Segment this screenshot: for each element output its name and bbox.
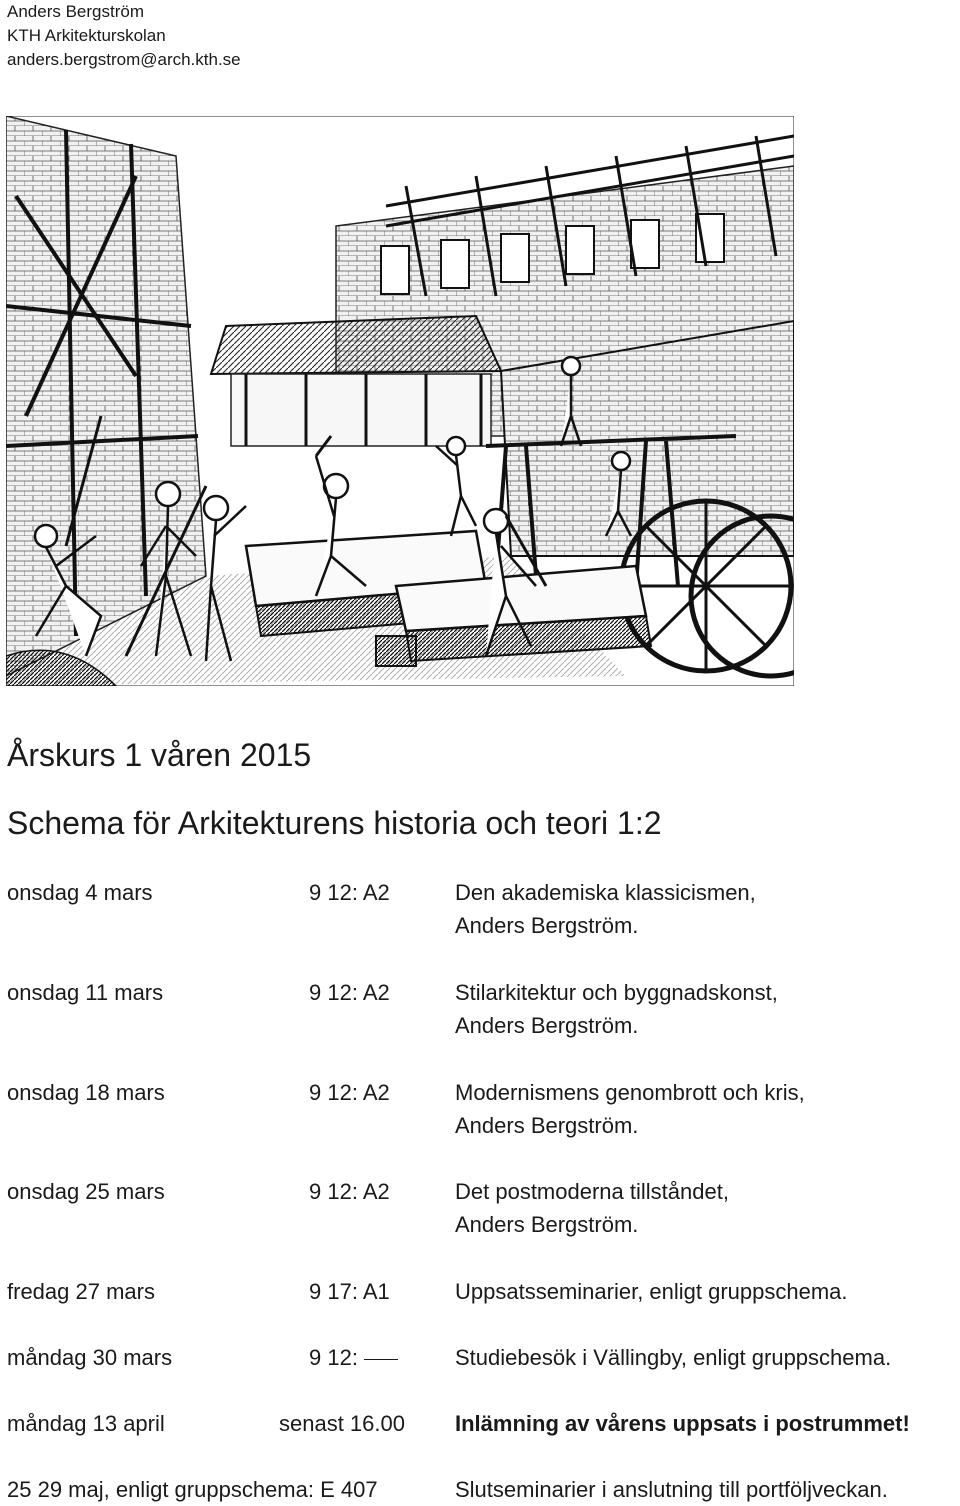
schedule-description: Den akademiska klassicismen, [455, 880, 756, 905]
author-block [7, 0, 241, 72]
course-heading: Årskurs 1 våren 2015 [7, 737, 312, 773]
author-name: Anders Bergström [7, 2, 144, 21]
schedule-description: Uppsatsseminarier, enligt gruppschema. [455, 1279, 848, 1304]
schedule-time-wrap [309, 1341, 398, 1374]
schedule-date: fredag 27 mars [7, 1279, 155, 1304]
school-name: KTH Arkitekturskolan [7, 26, 166, 45]
schedule-description: Studiebesök i Vällingby, enligt gruppschema. [455, 1345, 892, 1370]
blank-room-line [364, 1359, 398, 1360]
schedule-date: 25 29 maj, enligt gruppschema: E 407 [7, 1477, 378, 1502]
schedule-time: 9 17: A1 [309, 1279, 390, 1304]
schedule-time: 9 12: [309, 1345, 358, 1370]
schedule-description: Inlämning av vårens uppsats i postrummet! [455, 1411, 910, 1436]
schedule-date: måndag 13 april [7, 1411, 165, 1436]
schedule-date: onsdag 18 mars [7, 1080, 165, 1105]
schedule-description: Stilarkitektur och byggnadskonst, [455, 980, 778, 1005]
schedule-date: onsdag 11 mars [7, 980, 164, 1005]
schedule-presenter: Anders Bergström. [455, 1113, 639, 1138]
schedule-date: onsdag 25 mars [7, 1179, 165, 1204]
schedule-time: 9 12: A2 [309, 1179, 390, 1204]
schedule-presenter: Anders Bergström. [455, 1013, 639, 1038]
schedule-presenter: Anders Bergström. [455, 1212, 639, 1237]
author-email: anders.bergstrom@arch.kth.se [7, 50, 241, 69]
schedule-date: onsdag 4 mars [7, 880, 153, 905]
schedule-date: måndag 30 mars [7, 1345, 173, 1370]
schedule-description: Slutseminarier i anslutning till portföljveckan. [455, 1477, 888, 1502]
schedule-time: 9 12: A2 [309, 980, 390, 1005]
schedule-presenter: Anders Bergström. [455, 913, 639, 938]
schedule-time: senast 16.00 [279, 1411, 405, 1436]
schedule-title: Schema för Arkitekturens historia och teori 1:2 [7, 805, 662, 841]
schedule-description: Det postmoderna tillståndet, [455, 1179, 729, 1204]
schedule-time: 9 12: A2 [309, 1080, 390, 1105]
schedule-time: 9 12: A2 [309, 880, 390, 905]
schedule-description: Modernismens genombrott och kris, [455, 1080, 805, 1105]
construction-site-engraving [6, 116, 794, 686]
